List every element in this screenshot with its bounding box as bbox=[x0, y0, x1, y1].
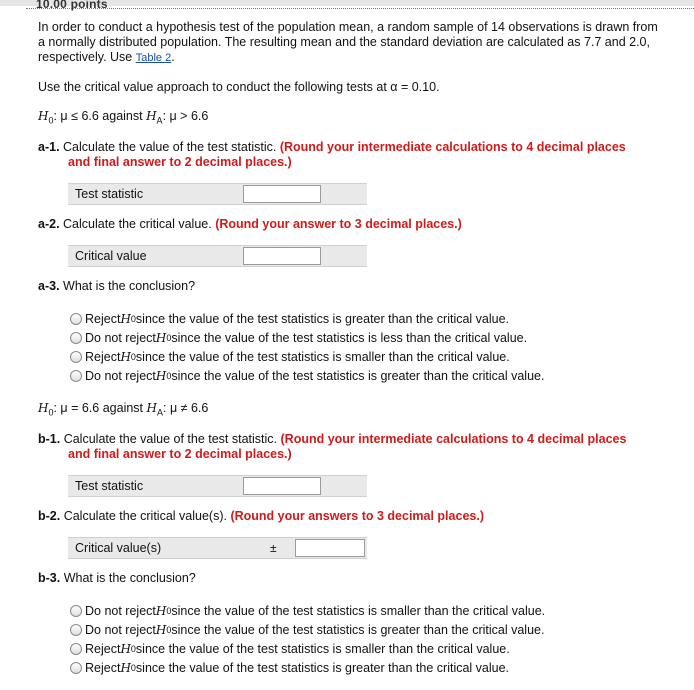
h0-subscript: 0 bbox=[166, 370, 172, 381]
question-b2 bbox=[38, 509, 484, 524]
critical-value-row-b bbox=[68, 537, 367, 559]
h0-subscript: 0 bbox=[166, 605, 172, 616]
question-text: Calculate the critical value. bbox=[59, 217, 216, 231]
ha-statement: : μ ≠ 6.6 bbox=[163, 401, 209, 415]
radio-button[interactable] bbox=[70, 624, 82, 636]
question-text: What is the conclusion? bbox=[60, 571, 196, 585]
h0-subscript: 0 bbox=[48, 115, 54, 126]
field-label: Critical value(s) bbox=[75, 541, 162, 555]
option-text: Do not reject bbox=[85, 368, 156, 383]
h0-subscript: 0 bbox=[166, 624, 172, 635]
hypothesis-a bbox=[38, 109, 208, 129]
question-text: Calculate the value of the test statistic. bbox=[59, 140, 280, 154]
radio-button[interactable] bbox=[70, 605, 82, 617]
divider bbox=[26, 8, 694, 9]
ha-subscript: A bbox=[156, 407, 163, 418]
field-label: Test statistic bbox=[75, 187, 144, 201]
hypothesis-b bbox=[38, 401, 208, 421]
radio-button[interactable] bbox=[70, 662, 82, 674]
option-text: since the value of the test statistics is smaller than the critical value. bbox=[171, 603, 546, 618]
h0-symbol: H bbox=[38, 401, 49, 415]
question-number: b-3. bbox=[38, 571, 61, 585]
question-b1 bbox=[38, 432, 678, 462]
h0-symbol: H bbox=[120, 349, 131, 364]
rounding-note: (Round your intermediate calculations to 4 decimal places bbox=[280, 432, 627, 446]
h0-subscript: 0 bbox=[48, 407, 54, 418]
option-b3-4[interactable] bbox=[70, 659, 509, 676]
rounding-note-cont: and final answer to 2 decimal places.) bbox=[68, 447, 292, 461]
ha-symbol: H bbox=[146, 109, 157, 123]
question-number: a-1. bbox=[38, 140, 60, 154]
h0-symbol: H bbox=[155, 603, 167, 618]
option-a3-1[interactable] bbox=[70, 310, 509, 327]
field-label: Test statistic bbox=[75, 479, 144, 493]
h0-subscript: 0 bbox=[130, 313, 136, 324]
option-text: since the value of the test statistics is smaller than the critical value. bbox=[135, 641, 510, 656]
h0-symbol: H bbox=[155, 330, 167, 345]
radio-button[interactable] bbox=[70, 351, 82, 363]
ha-statement: : μ > 6.6 bbox=[162, 109, 209, 123]
option-text: since the value of the test statistics is greater than the critical value. bbox=[171, 368, 545, 383]
question-a2 bbox=[38, 217, 462, 232]
rounding-note: (Round your intermediate calculations to 4 decimal places bbox=[279, 140, 626, 154]
radio-button[interactable] bbox=[70, 370, 82, 382]
option-a3-3[interactable] bbox=[70, 348, 510, 365]
intro-end: . bbox=[171, 50, 175, 64]
h0-subscript: 0 bbox=[130, 643, 136, 654]
intro-text: In order to conduct a hypothesis test of the population mean, a random sample of 14 observations is drawn from a normally distributed population. The resulting mean and the standard deviation are calculated as 7.7 and 2.0, respectively. Use bbox=[38, 20, 658, 64]
critical-value-row-a bbox=[68, 245, 367, 267]
h0-symbol: H bbox=[38, 109, 49, 123]
question-number: a-3. bbox=[38, 279, 60, 293]
points-label: 10.00 points bbox=[36, 0, 108, 11]
ha-symbol: H bbox=[146, 401, 157, 415]
radio-button[interactable] bbox=[70, 643, 82, 655]
instruction: Use the critical value approach to conduct the following tests at α = 0.10. bbox=[38, 80, 440, 94]
question-text: Calculate the critical value(s). bbox=[60, 509, 231, 523]
option-text: since the value of the test statistics is greater than the critical value. bbox=[171, 622, 545, 637]
critical-value-input-b[interactable] bbox=[295, 539, 365, 557]
option-text: since the value of the test statistics is smaller than the critical value. bbox=[135, 349, 510, 364]
question-number: b-1. bbox=[38, 432, 61, 446]
option-text: Do not reject bbox=[85, 330, 156, 345]
option-text: since the value of the test statistics is greater than the critical value. bbox=[135, 311, 510, 326]
radio-button[interactable] bbox=[70, 332, 82, 344]
h0-symbol: H bbox=[120, 311, 131, 326]
option-a3-4[interactable] bbox=[70, 367, 544, 384]
option-b3-3[interactable] bbox=[70, 640, 510, 657]
option-text: Do not reject bbox=[85, 622, 156, 637]
option-text: since the value of the test statistics is greater than the critical value. bbox=[135, 660, 510, 675]
question-number: a-2. bbox=[38, 217, 60, 231]
h0-symbol: H bbox=[155, 622, 167, 637]
ha-subscript: A bbox=[156, 115, 163, 126]
h0-symbol: H bbox=[120, 660, 131, 675]
rounding-note: (Round your answer to 3 decimal places.) bbox=[215, 217, 462, 231]
option-text: since the value of the test statistics is less than the critical value. bbox=[171, 330, 528, 345]
rounding-note: (Round your answers to 3 decimal places.) bbox=[230, 509, 484, 523]
field-label: Critical value bbox=[75, 249, 147, 263]
test-statistic-row-a bbox=[68, 183, 367, 205]
test-statistic-input-b[interactable] bbox=[243, 477, 321, 495]
option-text: Reject bbox=[85, 311, 121, 326]
option-b3-2[interactable] bbox=[70, 621, 544, 638]
question-a1 bbox=[38, 140, 678, 170]
radio-button[interactable] bbox=[70, 313, 82, 325]
rounding-note-cont: and final answer to 2 decimal places.) bbox=[68, 155, 292, 169]
option-a3-2[interactable] bbox=[70, 329, 527, 346]
plus-minus-sign: ± bbox=[270, 541, 277, 555]
question-b3 bbox=[38, 571, 196, 586]
h0-subscript: 0 bbox=[130, 662, 136, 673]
option-b3-1[interactable] bbox=[70, 602, 545, 619]
h0-subscript: 0 bbox=[166, 332, 172, 343]
question-text: Calculate the value of the test statistic. bbox=[60, 432, 281, 446]
h0-statement: : μ = 6.6 against bbox=[53, 401, 147, 415]
h0-symbol: H bbox=[120, 641, 131, 656]
h0-statement: : μ ≤ 6.6 against bbox=[53, 109, 147, 123]
problem-intro bbox=[38, 20, 668, 66]
option-text: Reject bbox=[85, 641, 121, 656]
test-statistic-row-b bbox=[68, 475, 367, 497]
h0-subscript: 0 bbox=[130, 351, 136, 362]
h0-symbol: H bbox=[155, 368, 167, 383]
question-number: b-2. bbox=[38, 509, 61, 523]
option-text: Reject bbox=[85, 349, 121, 364]
option-text: Do not reject bbox=[85, 603, 156, 618]
option-text: Reject bbox=[85, 660, 121, 675]
table-2-link[interactable]: Table 2 bbox=[135, 52, 172, 64]
question-a3 bbox=[38, 279, 195, 294]
critical-value-input-a[interactable] bbox=[243, 247, 321, 265]
test-statistic-input-a[interactable] bbox=[243, 185, 321, 203]
question-text: What is the conclusion? bbox=[59, 279, 196, 293]
